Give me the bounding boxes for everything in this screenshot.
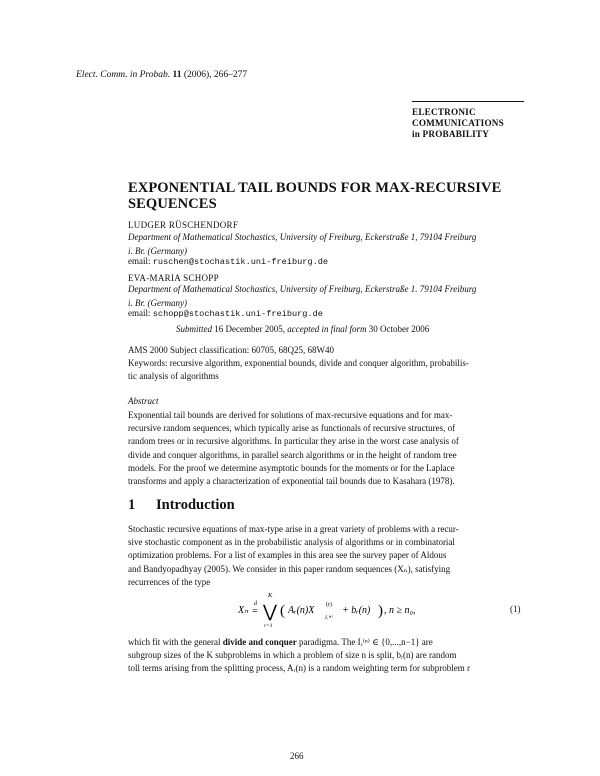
paper-title-line: SEQUENCES (128, 196, 217, 212)
submission-dates (176, 324, 429, 334)
author-email (128, 308, 323, 319)
author-name: EVA-MARIA SCHOPP (128, 273, 219, 283)
post-equation-line (128, 636, 528, 649)
abstract-body (128, 409, 528, 488)
intro-line: and Bandyopadhyay (2005). We consider in this paper random sequences (Xₙ), satisfying (128, 563, 451, 574)
paper-title (128, 180, 528, 212)
abstract-line: models. For the proof we determine asymptotic bounds for the moments or for the Laplace (128, 462, 455, 473)
post-equation-line: subgroup sizes of the K subproblems in which a problem of size n is split, bᵣ(n) are random (128, 650, 457, 661)
keywords-line: Keywords: recursive algorithm, exponential bounds, divide and conquer algorithm, probabilis- (128, 358, 469, 368)
intro-line: sive stochastic component as in the probabilistic analysis of algorithms or in combinatorial (128, 537, 455, 548)
equation-lower: r=1 (264, 623, 273, 629)
abstract-heading: Abstract (128, 396, 159, 406)
journal-header (76, 70, 247, 80)
equation-cond: , n ≥ n₀, (384, 605, 416, 616)
equation-svg (128, 590, 508, 630)
equation-d: d (254, 601, 257, 607)
affiliation-line: Department of Mathematical Stochastics, University of Freiburg, Eckerstraße 1, 79104 Freiburg (128, 232, 477, 242)
abstract-line: divide and conquer algorithms, in parallel search algorithms or in the height of random tree (128, 449, 457, 460)
affiliation-line: i. Br. (Germany) (128, 297, 187, 308)
author-affiliation (128, 283, 528, 310)
intro-line: Stochastic recursive equations of max-type arise in a great variety of problems with a recur- (128, 524, 459, 534)
intro-line: optimization problems. For a list of examples in this area see the survey paper of Aldous (128, 550, 447, 561)
equation-lparen: ( (280, 603, 285, 619)
equation-rparen: ) (378, 603, 383, 619)
journal-volume: 11 (172, 70, 182, 80)
equation-upper: K (268, 592, 273, 599)
equation-vee: ⋁ (263, 602, 277, 621)
ams-classification: AMS 2000 Subject classification: 60705, 68Q25, 68W40 (128, 345, 334, 355)
email-address-link[interactable]: schopp@stochastik.uni-freiburg.de (152, 309, 323, 319)
keywords (128, 357, 528, 382)
equation-sub: Iᵣ⁽ⁿ⁾ (325, 615, 333, 621)
post-equation-paragraph (128, 636, 528, 676)
author-email (128, 256, 328, 267)
abstract-line: transforms and apply a characterization of exponential tail bounds due to Kasahara (1978). (128, 476, 455, 487)
accepted-date: 30 October 2006 (368, 324, 430, 334)
section-heading (128, 497, 235, 514)
affiliation-line: i. Br. (Germany) (128, 245, 187, 256)
ecp-logo-line: ELECTRONIC (412, 107, 476, 117)
equation-term: Aᵣ(n)X (288, 605, 315, 616)
section-number: 1 (128, 497, 136, 513)
author-name: LUDGER RÜSCHENDORF (128, 220, 239, 230)
equation-lhs: Xₙ (238, 605, 249, 616)
journal-year-pages: (2006), 266–277 (183, 70, 248, 80)
abstract-line: random trees or in recursive algorithms. In particular they arise in the worst case analysis of (128, 436, 459, 447)
equation-number: (1) (510, 604, 521, 614)
email-address-link[interactable]: ruschen@stochastik.uni-freiburg.de (152, 257, 329, 267)
submitted-label: Submitted (176, 324, 212, 334)
equation-1 (128, 590, 528, 630)
abstract-line: Exponential tail bounds are derived for solutions of max-recursive equations and for max- (128, 410, 453, 420)
page-number: 266 (290, 751, 304, 761)
email-label: email: (128, 308, 151, 318)
divide-and-conquer-term: divide and conquer (222, 637, 297, 647)
paper-title-line: EXPONENTIAL TAIL BOUNDS FOR MAX-RECURSIVE (128, 180, 502, 196)
equation-sup: (r) (326, 602, 332, 608)
ecp-logo-line: COMMUNICATIONS (412, 118, 504, 128)
author-affiliation (128, 231, 528, 258)
post-equation-text: paradigma. The Iᵣ⁽ⁿ⁾ ∈ {0,...,n−1} are (296, 637, 433, 647)
ecp-logo (412, 101, 524, 140)
equation-plus: + bᵣ(n) (342, 605, 371, 616)
keywords-line: tic analysis of algorithms (128, 370, 219, 381)
journal-name: Elect. Comm. in Probab. (76, 70, 171, 80)
intro-line: recurrences of the type (128, 576, 211, 587)
post-equation-text: which fit with the general (128, 637, 223, 647)
intro-paragraph (128, 523, 528, 589)
ecp-logo-line: in PROBABILITY (412, 129, 490, 139)
email-label: email: (128, 256, 151, 266)
post-equation-line: toll terms arising from the splitting process, Aᵣ(n) is a random weighting term for subproblem r (128, 663, 471, 674)
accepted-label: accepted in final form (287, 324, 367, 334)
affiliation-line: Department of Mathematical Stochastics, University of Freiburg, Eckerstraße 1. 79104 Freiburg (128, 284, 477, 294)
submitted-date: 16 December 2005, (214, 324, 285, 334)
equation-eq: = (252, 606, 258, 617)
section-title: Introduction (156, 497, 235, 513)
abstract-line: recursive random sequences, which typically arise as functionals of recursive structures, of (128, 423, 456, 434)
